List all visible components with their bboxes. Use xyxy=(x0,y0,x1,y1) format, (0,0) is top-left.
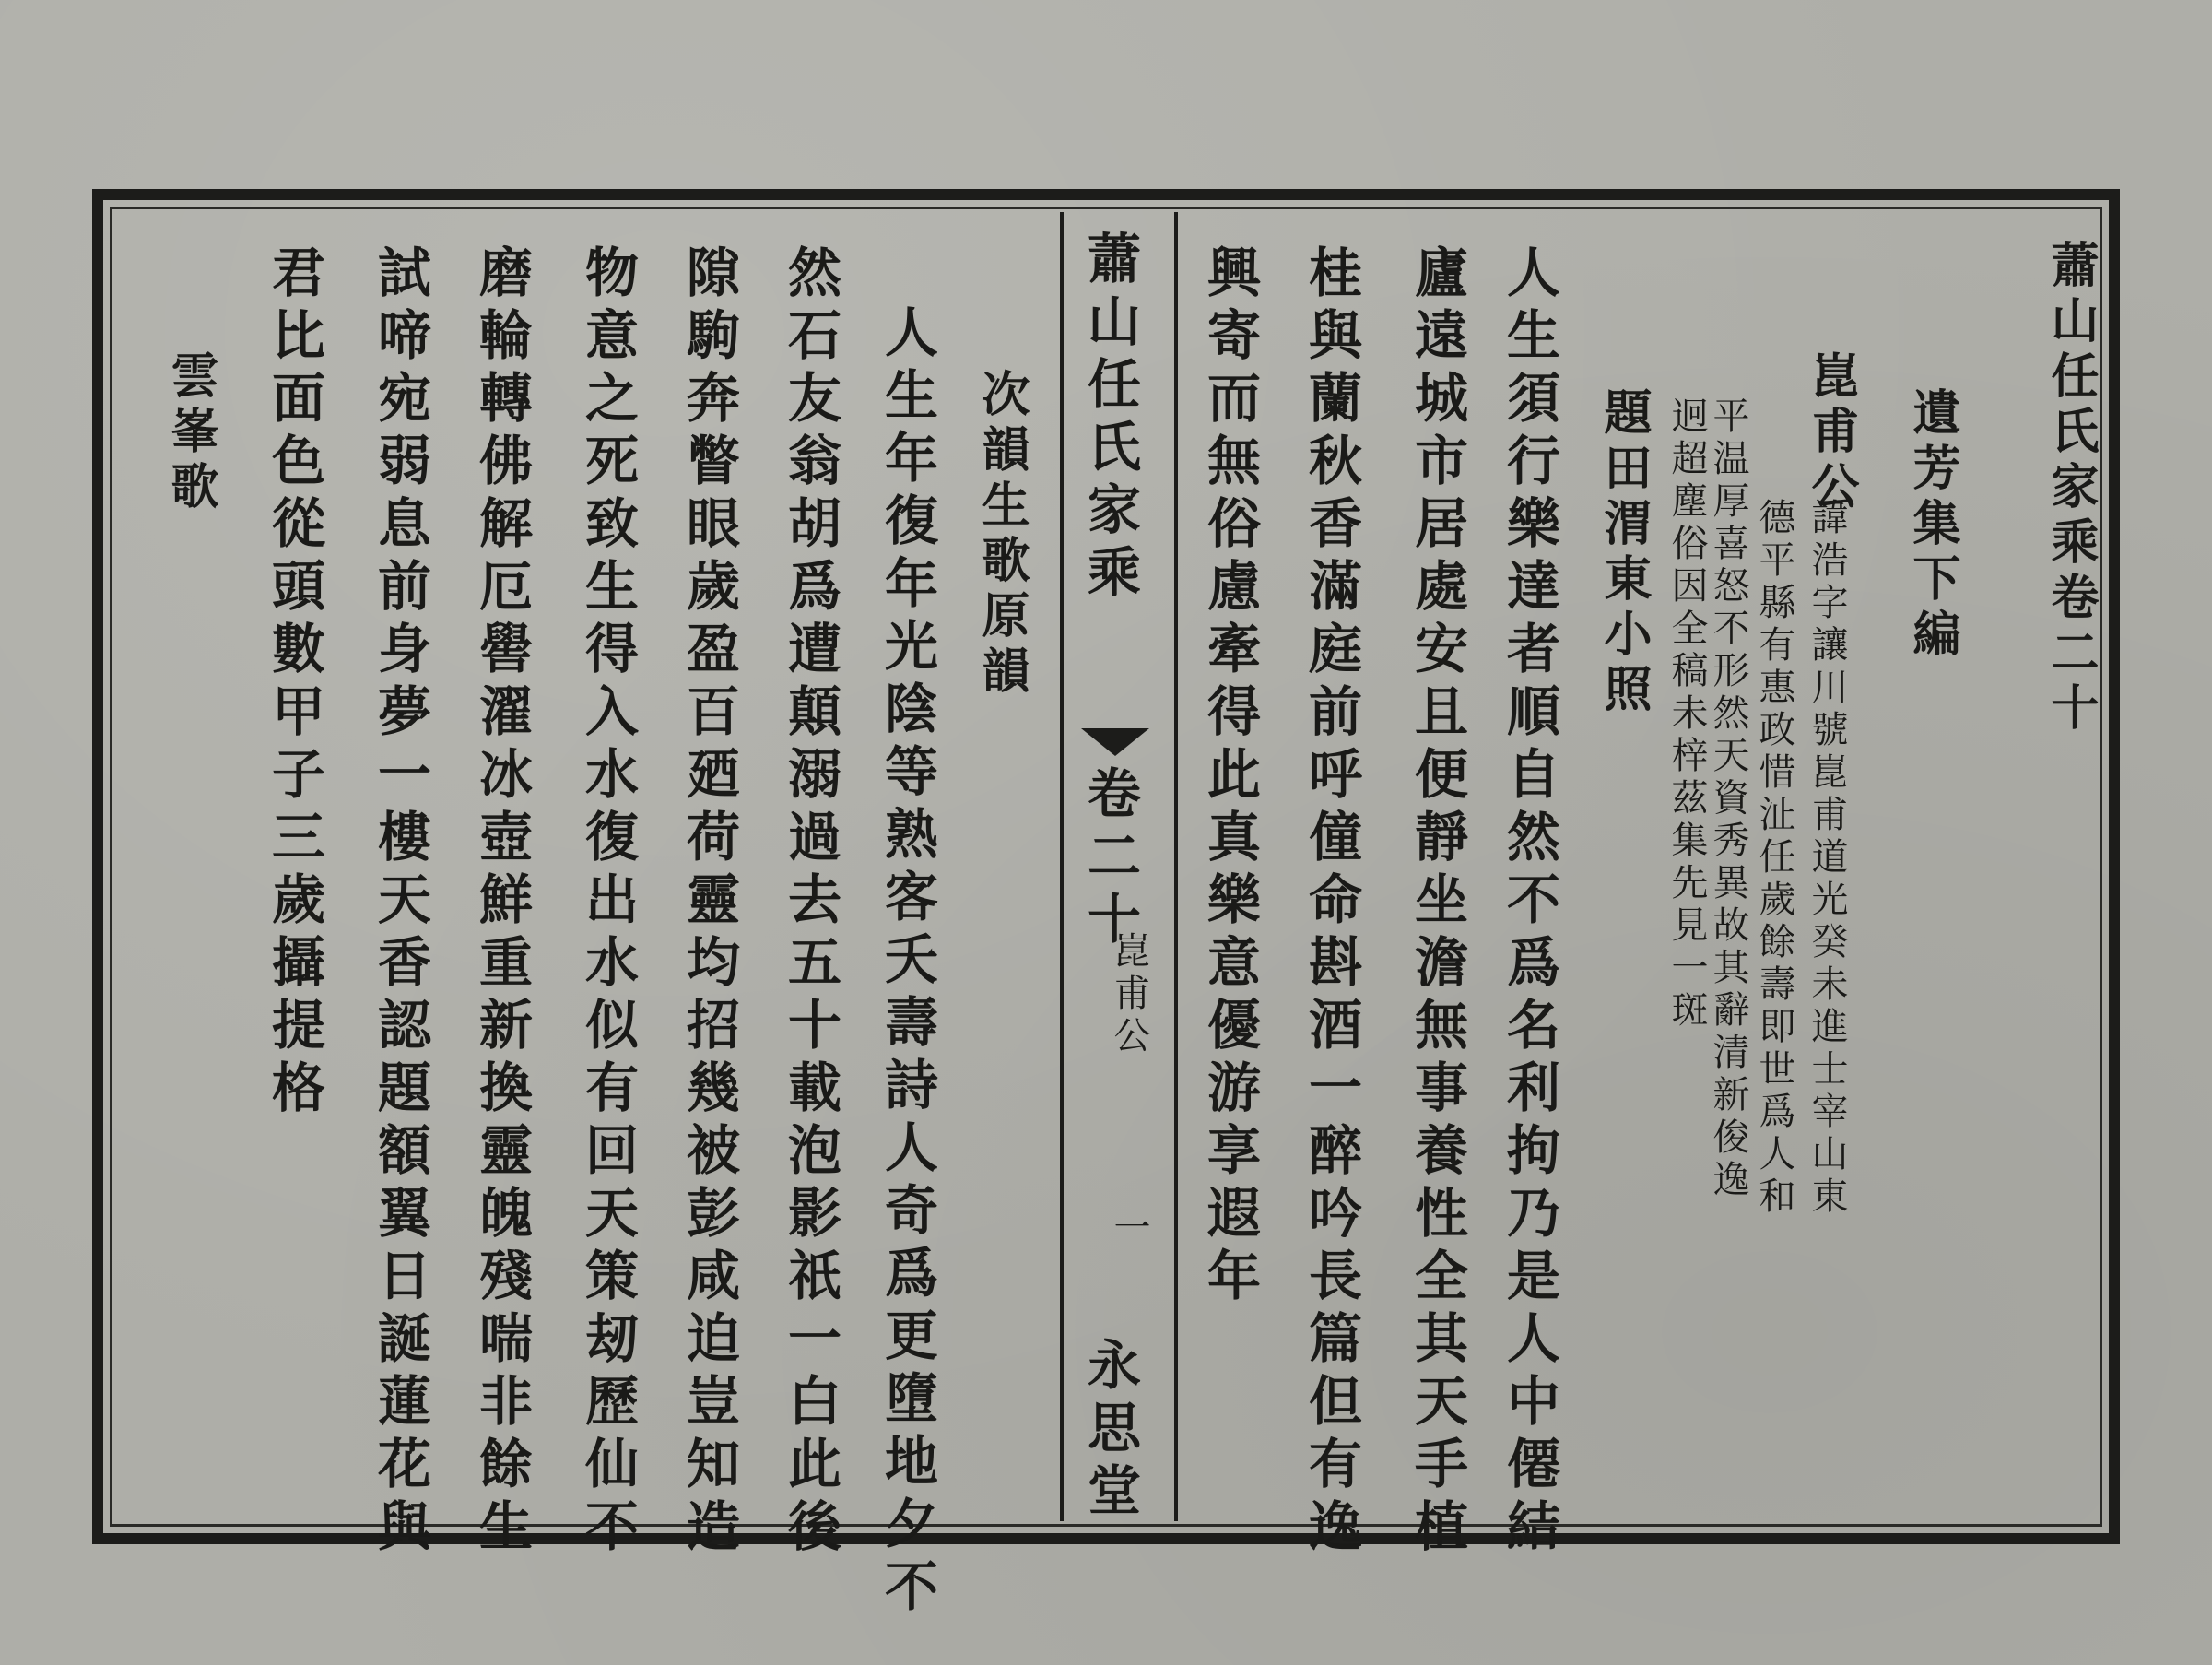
bio-line-3: 平温厚喜怒不形然天資秀異故其辭清新俊逸 xyxy=(1707,396,1749,1202)
band-hall-name: 永思堂 xyxy=(1078,1337,1141,1525)
poem-line-1: 人生須行樂達者順自然不爲名利拘乃是人中僊結 xyxy=(1498,244,1560,1561)
left-line-7: 君比面色從頭數甲子三歲攝提格 xyxy=(263,244,325,1122)
poem-title-right: 題田渭東小照 xyxy=(1595,387,1652,719)
poem-line-3: 桂與蘭秋香滿庭前呼僮命斟酒一醉吟長篇但有逸 xyxy=(1300,244,1362,1561)
left-line-5: 磨輪轉佛解厄嚳濯冰壺鮮重新換靈魄殘喘非餘生 xyxy=(470,244,533,1561)
band-person: 崑甫公 xyxy=(1108,931,1150,1058)
left-line-3: 隙駒奔瞥眼歲盈百廼荷靈均招幾被彭咸迫豈知造 xyxy=(677,244,740,1561)
band-volume: 卷二十 xyxy=(1078,765,1141,953)
poem-title-left: 次韻生歌原韻 xyxy=(973,369,1030,701)
bio-line-4: 迥超塵俗因全稿未梓茲集先見一斑 xyxy=(1665,396,1708,1033)
volume-header: 蕭山任氏家乘卷二十 xyxy=(2042,240,2099,738)
band-title: 蕭山任氏家乘 xyxy=(1078,230,1141,607)
next-poem-title: 雲峯歌 xyxy=(162,350,218,516)
bio-line-2: 德平縣有惠政惜沚任歲餘壽即世爲人和 xyxy=(1753,498,1795,1219)
left-line-1: 人生年復年光陰等熟客夭壽詩人奇爲更墮地夕不 xyxy=(876,304,938,1621)
bio-line-1: 諱浩字讓川號崑甫道光癸未進士宰山東 xyxy=(1806,498,1848,1219)
person-name: 崑甫公 xyxy=(1803,350,1859,516)
band-page-number: 一 xyxy=(1108,1208,1150,1250)
poem-line-4: 興寄而無俗慮牽得此真樂意優游享遐年 xyxy=(1198,244,1261,1310)
poem-line-2: 廬遠城市居處安且便靜坐澹無事養性全其天手植 xyxy=(1406,244,1468,1561)
left-line-4: 物意之死致生得入水復出水似有回天策刼歷仙不 xyxy=(576,244,639,1561)
section-title: 遺芳集下編 xyxy=(1904,387,1960,664)
left-line-6: 試啼宛弱息前身夢一樓天香認題額翼日誕蓮花與 xyxy=(369,244,431,1561)
left-line-2: 然石友翁胡爲遭顛溺過去五十載泡影祇一白此後 xyxy=(779,244,841,1561)
fish-tail-mark xyxy=(1081,728,1149,756)
